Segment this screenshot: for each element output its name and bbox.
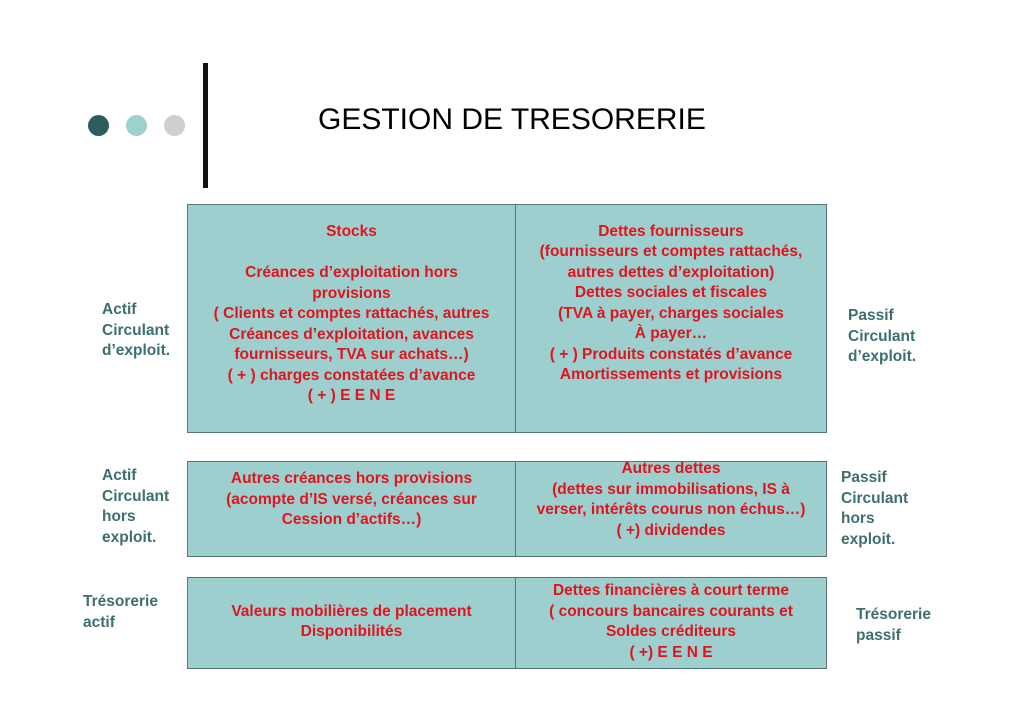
row3-box: [187, 577, 827, 669]
row3-right-cell: Dettes financières à court terme ( concours bancaires courants et Soldes créditeurs ( +) E E N E: [549, 582, 793, 661]
row1-left-cell: Stocks Créances d’exploitation hors provisions ( Clients et comptes rattachés, autres Créances d’exploitation, avances fournisseurs, TVA sur achats…) ( + ) charges constatées d’avance ( + ) E E N E: [213, 223, 490, 405]
row2-left-cell: Autres créances hors provisions (acompte d’IS versé, créances sur Cession d’actifs…): [226, 470, 477, 529]
row1-right-cell: Dettes fournisseurs (fournisseurs et comptes rattachés, autres dettes d’exploitation) Dettes sociales et fiscales (TVA à payer, charges sociales À payer… ( + ) Produits constatés d’avance Amortissements et provisions: [539, 222, 803, 383]
decorative-dot-teal: [126, 115, 147, 136]
row2-right-cell: Autres dettes (dettes sur immobilisations, IS à verser, intérêts courus non échus…) ( +) dividendes: [536, 460, 806, 539]
row3-right-label: Trésorerie passif: [856, 606, 931, 644]
slide-title: GESTION DE TRESORERIE: [318, 103, 706, 136]
row1-left-label: Actif Circulant d’exploit.: [102, 301, 171, 359]
row3-left-label: Trésorerie actif: [83, 593, 158, 631]
decorative-dot-gray: [164, 115, 185, 136]
row2-box: [187, 461, 827, 557]
row2-left-label: Actif Circulant hors exploit.: [102, 467, 170, 546]
row1-right-label: Passif Circulant d’exploit.: [848, 307, 917, 365]
decorative-dot-dark: [88, 115, 109, 136]
title-divider: [203, 63, 208, 188]
row1-box: [187, 204, 827, 433]
row2-right-label: Passif Circulant hors exploit.: [841, 469, 909, 548]
row3-left-cell: Valeurs mobilières de placement Disponibilités: [231, 602, 472, 640]
